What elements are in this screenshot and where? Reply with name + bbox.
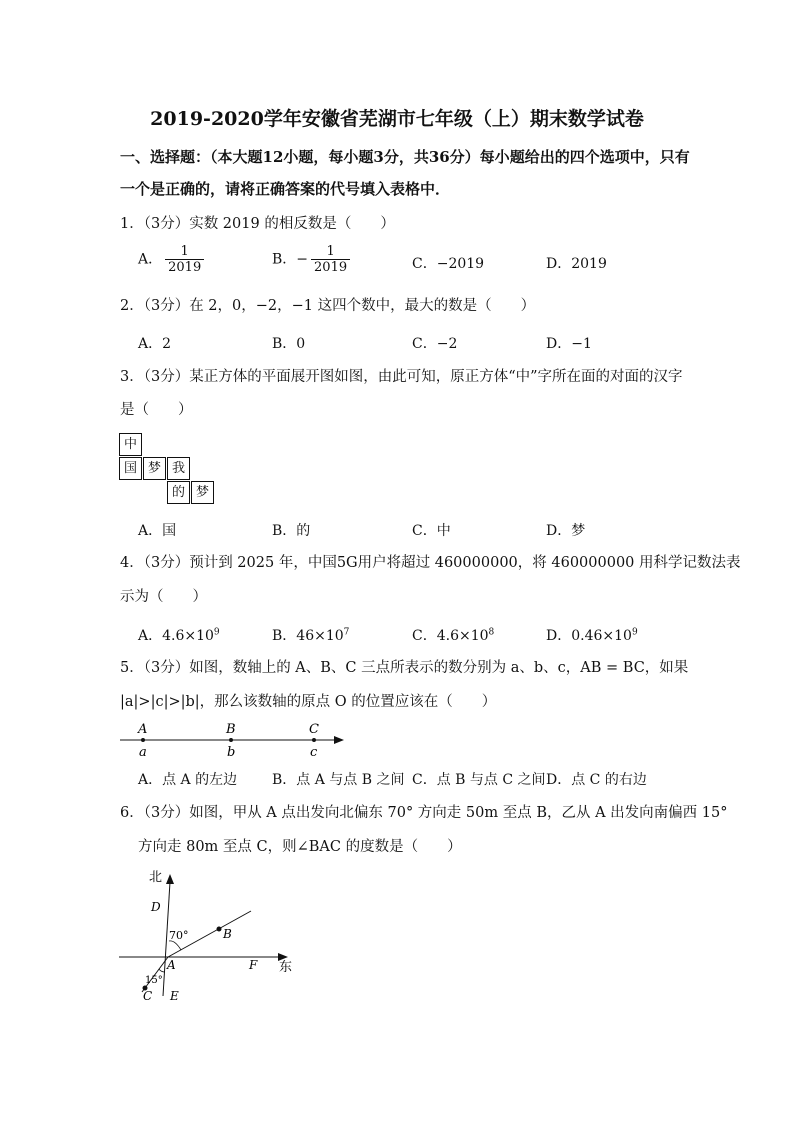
point-b-label: B <box>223 927 232 941</box>
page-title: 2019-2020学年安徽省芜湖市七年级（上）期末数学试卷 <box>150 108 644 130</box>
value-c-label: c <box>310 745 318 760</box>
cube-net-cell: 国 <box>119 457 142 480</box>
q5-stem-line1: 5．（3分）如图，数轴上的 A、B、C 三点所表示的数分别为 a、b、c，AB = BC，如果 <box>120 660 689 676</box>
point-e-label: E <box>170 989 179 1003</box>
fraction-denominator: 2019 <box>314 260 348 275</box>
q5-option-c: C．点 B 与点 C 之间 <box>412 772 546 788</box>
q4-option-b-exponent: 7 <box>343 627 350 638</box>
q1-option-b <box>272 244 350 275</box>
number-line-arrow <box>334 736 344 744</box>
q5-stem-line2: |a|>|c|>|b|，那么该数轴的原点 O 的位置应该在（ ） <box>120 694 497 710</box>
q1-option-d: D．2019 <box>546 256 607 272</box>
value-b-label: b <box>227 745 236 760</box>
q4-option-a-base: A．4.6×10 <box>138 628 214 644</box>
q5-option-b: B．点 A 与点 B 之间 <box>272 772 405 788</box>
q2-option-c: C．−2 <box>412 336 458 352</box>
cube-net-cell: 梦 <box>143 457 166 480</box>
north-label: 北 <box>149 870 163 885</box>
point-c-label: C <box>309 722 319 737</box>
q3-option-a: A．国 <box>138 523 177 539</box>
section-heading-line1: 一、选择题：（本大题12小题，每小题3分，共36分）每小题给出的四个选项中，只有 <box>120 148 690 166</box>
q4-stem-line1: 4．（3分）预计到 2025 年，中国5G用户将超过 460000000，将 460000000 用科学记数法表 <box>120 555 741 571</box>
fraction-numerator: 1 <box>165 244 204 260</box>
q1-option-b-fraction <box>311 244 350 275</box>
north-arrow <box>166 874 174 884</box>
cube-net-cell: 我 <box>167 457 190 480</box>
q3-option-d: D．梦 <box>546 523 586 539</box>
angle-70-arc <box>169 941 181 950</box>
cube-net-cell: 的 <box>167 481 190 504</box>
point-d-label: D <box>151 900 161 914</box>
q4-option-b-base: B．46×10 <box>272 628 344 644</box>
cube-net-figure <box>119 433 219 508</box>
q3-stem-line1: 3．（3分）某正方体的平面展开图如图，由此可知，原正方体“中”字所在面的对面的汉字 <box>120 369 683 385</box>
q2-option-b: B．0 <box>272 336 306 352</box>
q6-stem-line1: 6．（3分）如图，甲从 A 点出发向北偏东 70° 方向走 50m 至点 B，乙从 A 出发向南偏西 15° <box>120 805 728 821</box>
q3-option-c: C．中 <box>412 523 451 539</box>
number-line-figure <box>118 718 348 763</box>
q1-option-c: C．−2019 <box>412 256 485 272</box>
direction-figure <box>115 868 305 1008</box>
q2-option-d: D．−1 <box>546 336 592 352</box>
q1-stem: 1．（3分）实数 2019 的相反数是（ ） <box>120 216 395 232</box>
q4-option-c-base: C．4.6×10 <box>412 628 489 644</box>
point-a-label: A <box>138 722 148 737</box>
q1-option-a <box>138 244 204 275</box>
q5-option-d: D．点 C 的右边 <box>546 772 647 788</box>
angle-15-label: 15° <box>145 975 163 986</box>
value-a-label: a <box>139 745 147 760</box>
cube-net-cell: 梦 <box>191 481 214 504</box>
point-f-label: F <box>249 958 258 972</box>
east-label: 东 <box>279 960 293 975</box>
q6-stem-line2: 方向走 80m 至点 C，则∠BAC 的度数是（ ） <box>138 839 462 855</box>
q4-stem-line2: 示为（ ） <box>120 589 207 605</box>
q3-stem-line2: 是（ ） <box>120 402 193 418</box>
q5-option-a: A．点 A 的左边 <box>138 772 238 788</box>
q4-option-b <box>272 625 349 645</box>
point-b-label: B <box>226 722 236 737</box>
q3-option-b: B．的 <box>272 523 311 539</box>
q2-stem: 2．（3分）在 2，0，−2，−1 这四个数中，最大的数是（ ） <box>120 298 536 314</box>
point-a-label: A <box>167 958 176 972</box>
point-c-label: C <box>143 989 153 1003</box>
q4-option-a-exponent: 9 <box>213 627 220 638</box>
point-c-dot <box>312 738 316 742</box>
point-b-dot <box>217 927 222 932</box>
point-a-dot <box>141 738 145 742</box>
q4-option-d-base: D．0.46×10 <box>546 628 632 644</box>
q4-option-c <box>412 625 494 645</box>
q4-option-d-exponent: 9 <box>631 627 638 638</box>
section-heading-line2: 一个是正确的，请将正确答案的代号填入表格中． <box>120 180 451 198</box>
q1-option-a-label: A． <box>138 251 163 268</box>
point-b-dot <box>229 738 233 742</box>
cube-net-cell: 中 <box>119 433 142 456</box>
q1-option-b-label: B．− <box>272 251 309 268</box>
q1-option-a-fraction <box>165 244 204 275</box>
fraction-denominator: 2019 <box>168 260 202 275</box>
q2-option-a: A．2 <box>138 336 172 352</box>
q4-option-a <box>138 625 220 645</box>
q4-option-c-exponent: 8 <box>488 627 495 638</box>
angle-70-label: 70° <box>169 929 189 942</box>
fraction-numerator: 1 <box>311 244 350 260</box>
q4-option-d <box>546 625 638 645</box>
